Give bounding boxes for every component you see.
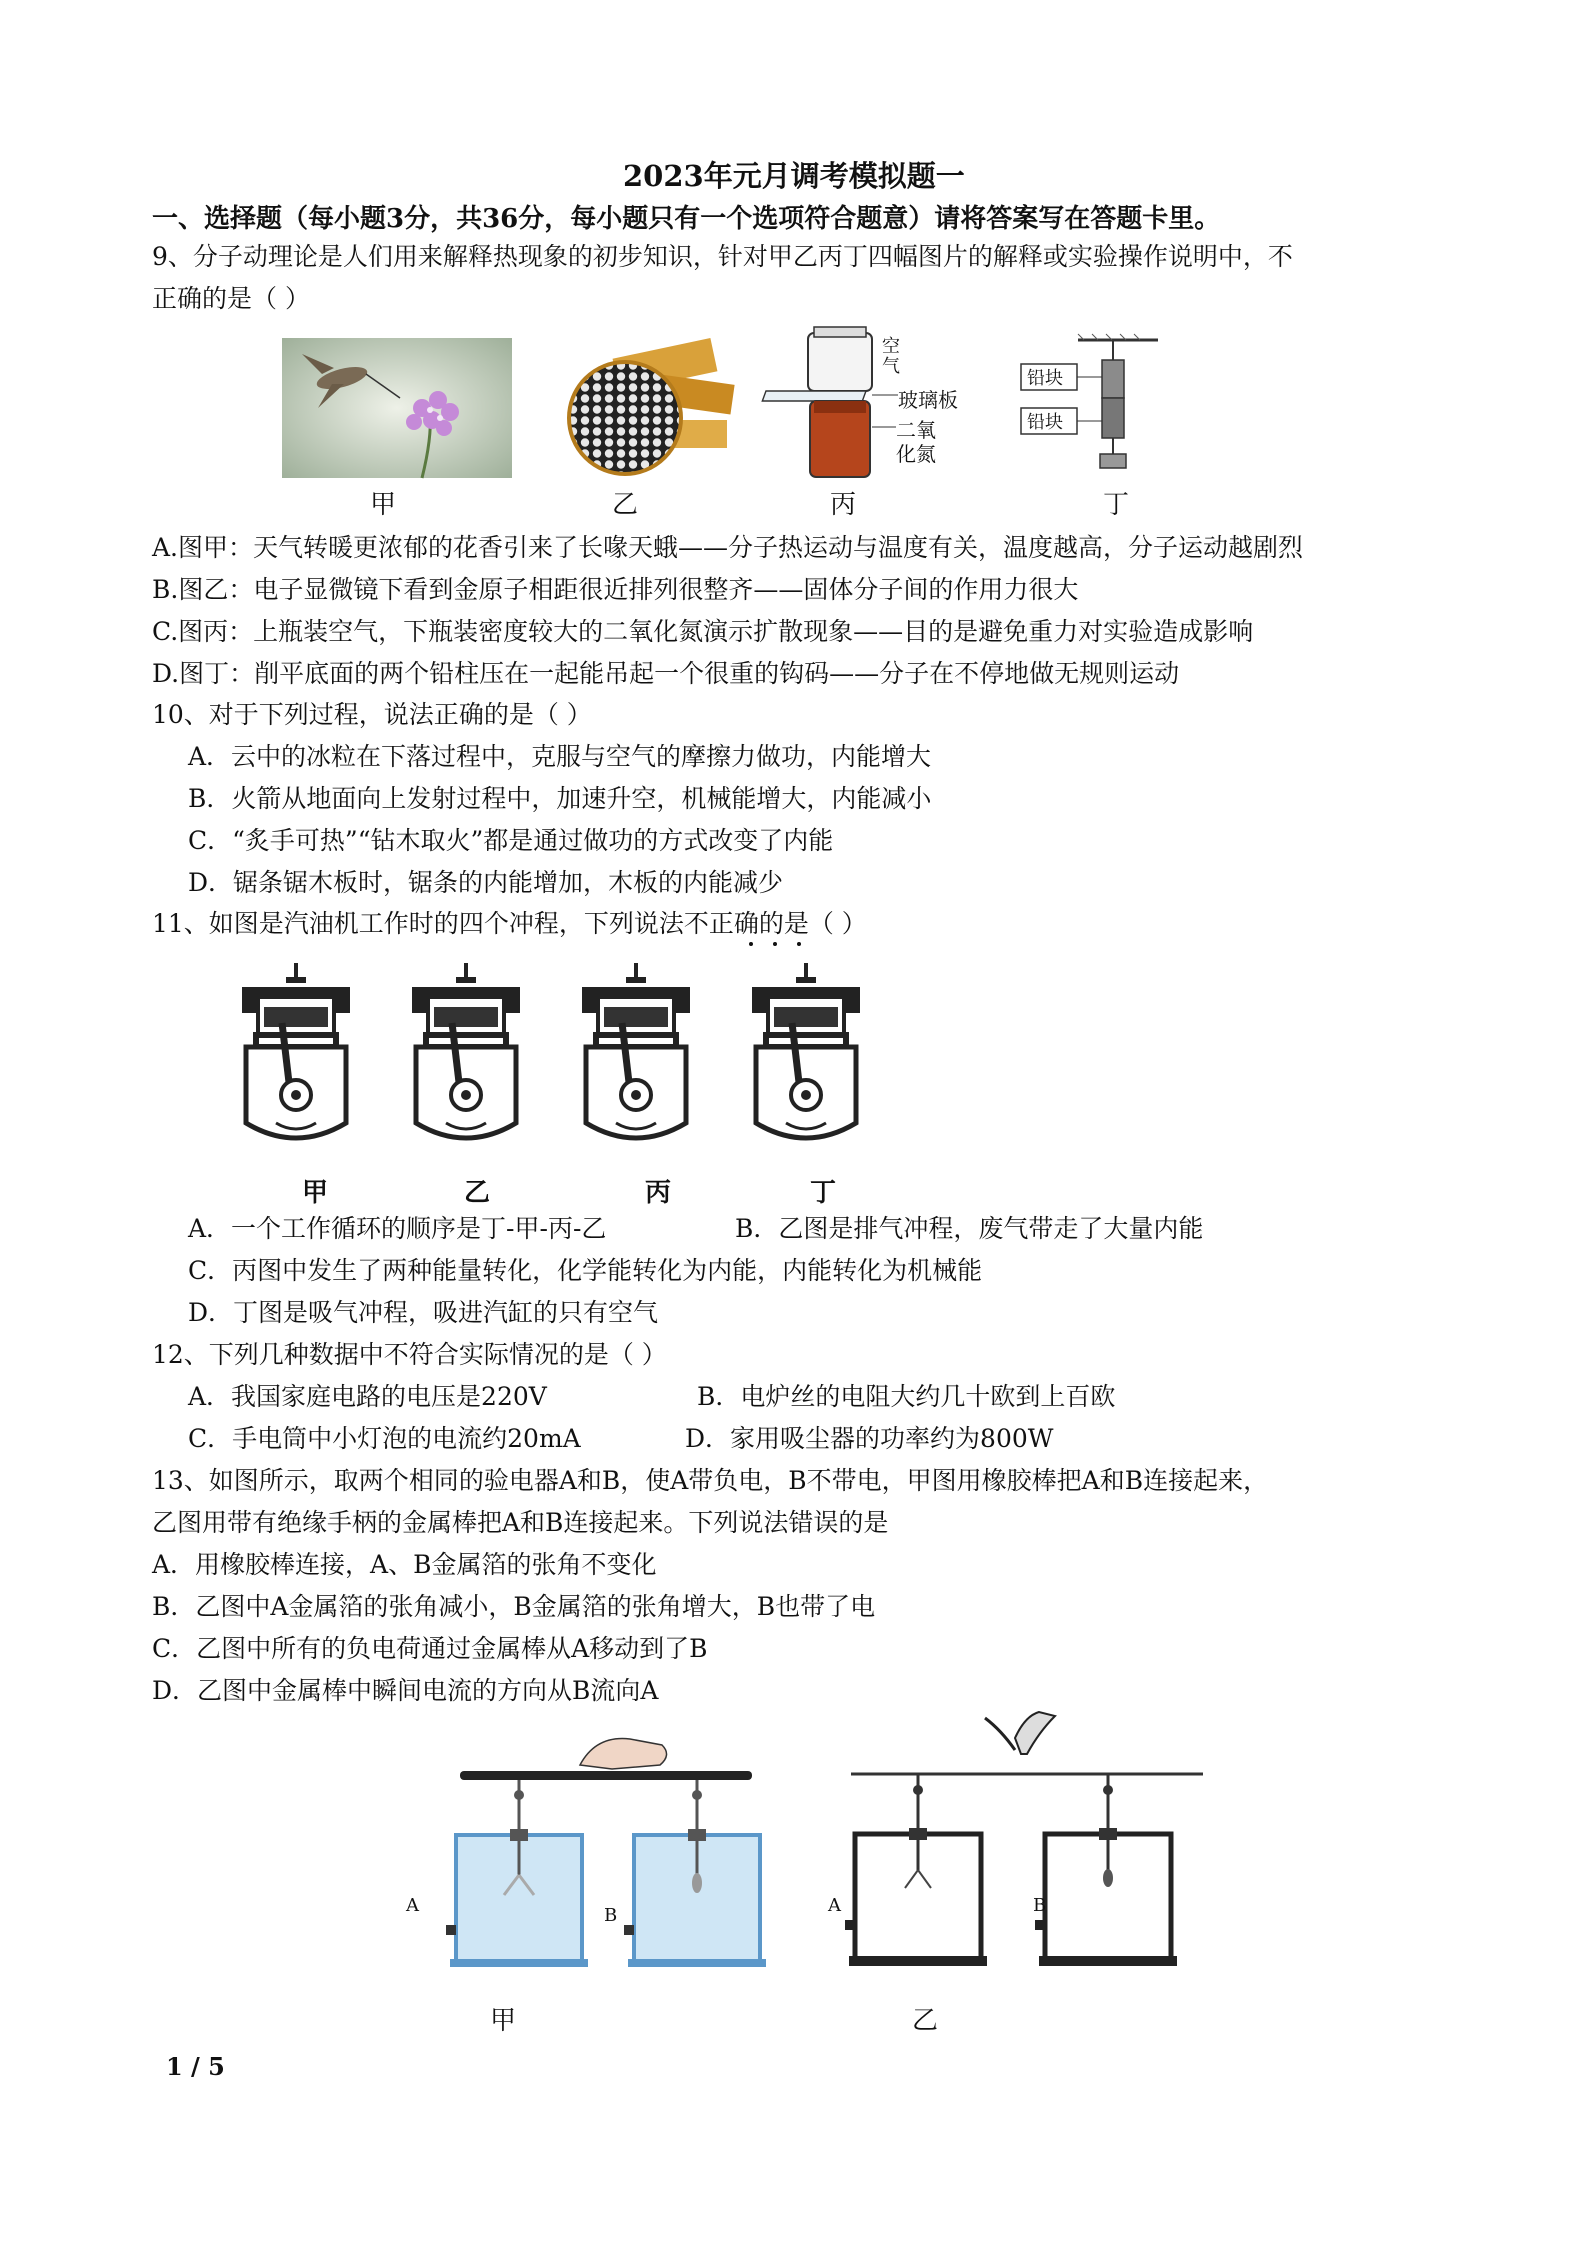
q9-option-c: C.图丙：上瓶装空气，下瓶装密度较大的二氧化氮演示扩散现象——目的是避免重力对实验造成影响	[152, 617, 1254, 646]
q9-figure-gold-atoms	[555, 338, 735, 478]
q9-fig-text-air: 空气	[882, 336, 900, 377]
q13-fig-letter-a2: A	[828, 1895, 841, 1916]
emphasis-dots	[745, 940, 805, 948]
q13-option-d: D．乙图中金属棒中瞬间电流的方向从B流向A	[152, 1676, 659, 1705]
q13-fig-label-jia: 甲	[490, 2006, 517, 2036]
q9-figure-moth-flower	[282, 338, 512, 478]
q12-option-a: A．我国家庭电路的电压是220V	[188, 1382, 547, 1411]
q11-engine-figures	[232, 955, 892, 1170]
q10-option-c: C．“炙手可热”“钻木取火”都是通过做功的方式改变了内能	[188, 826, 834, 855]
q13-figure-jia-electroscopes	[400, 1725, 800, 1975]
q12-stem: 12、下列几种数据中不符合实际情况的是（ ）	[152, 1340, 667, 1369]
q9-fig-label-yi: 乙	[612, 490, 639, 520]
q10-stem: 10、对于下列过程，说法正确的是（ ）	[152, 700, 592, 729]
q13-stem-line2: 乙图用带有绝缘手柄的金属棒把A和B连接起来。下列说法错误的是	[152, 1508, 889, 1537]
q13-option-b: B．乙图中A金属箔的张角减小，B金属箔的张角增大，B也带了电	[152, 1592, 876, 1621]
q13-fig-letter-b2: B	[1033, 1895, 1047, 1916]
q11-option-d: D．丁图是吸气冲程，吸进汽缸的只有空气	[188, 1298, 659, 1327]
q13-fig-label-yi: 乙	[912, 2006, 939, 2036]
q9-stem-line2: 正确的是（ ）	[152, 284, 310, 313]
q12-option-b: B．电炉丝的电阻大约几十欧到上百欧	[697, 1382, 1116, 1411]
page-title: 2023年元月调考模拟题一	[623, 159, 965, 193]
q9-stem-line1: 9、分子动理论是人们用来解释热现象的初步知识，针对甲乙丙丁四幅图片的解释或实验操作说明中，不	[152, 242, 1293, 271]
q9-fig-label-jia: 甲	[370, 490, 397, 520]
q11-stem: 11、如图是汽油机工作时的四个冲程，下列说法不正确的是（ ）	[152, 909, 867, 938]
q10-option-d: D．锯条锯木板时，锯条的内能增加，木板的内能减少	[188, 868, 784, 897]
q13-fig-letter-a1: A	[406, 1895, 419, 1916]
q11-fig-label-ding: 丁	[810, 1178, 837, 1208]
q9-option-a: A.图甲：天气转暖更浓郁的花香引来了长喙天蛾——分子热运动与温度有关，温度越高，分子运动越剧烈	[152, 533, 1304, 562]
q12-option-d: D．家用吸尘器的功率约为800W	[685, 1424, 1054, 1453]
q9-fig-text-glass: 玻璃板	[898, 388, 958, 412]
q11-fig-label-bing: 丙	[645, 1178, 672, 1208]
q13-option-a: A．用橡胶棒连接，A、B金属箔的张角不变化	[152, 1550, 657, 1579]
q13-figure-yi-electroscopes	[825, 1710, 1210, 1975]
q9-fig-label-bing: 丙	[830, 490, 857, 520]
section-heading: 一、选择题（每小题3分，共36分，每小题只有一个选项符合题意）请将答案写在答题卡里。	[152, 204, 1221, 234]
q11-fig-label-yi: 乙	[464, 1178, 491, 1208]
q13-fig-letter-b1: B	[604, 1905, 618, 1926]
q12-option-c: C．手电筒中小灯泡的电流约20mA	[188, 1424, 581, 1453]
q9-option-b: B.图乙：电子显微镜下看到金原子相距很近排列很整齐——固体分子间的作用力很大	[152, 575, 1079, 604]
q11-option-a: A．一个工作循环的顺序是丁-甲-丙-乙	[188, 1214, 607, 1243]
q11-option-c: C．丙图中发生了两种能量转化，化学能转化为内能，内能转化为机械能	[188, 1256, 983, 1285]
q9-option-d: D.图丁：削平底面的两个铅柱压在一起能吊起一个很重的钩码——分子在不停地做无规则运动	[152, 659, 1180, 688]
q11-fig-label-jia: 甲	[302, 1178, 329, 1208]
page-number: 1 / 5	[166, 2052, 225, 2081]
q9-fig-text-lead2: 铅块	[1027, 412, 1063, 433]
q10-option-b: B．火箭从地面向上发射过程中，加速升空，机械能增大，内能减小	[188, 784, 932, 813]
q10-option-a: A．云中的冰粒在下落过程中，克服与空气的摩擦力做功，内能增大	[188, 742, 932, 771]
q9-fig-text-lead1: 铅块	[1027, 368, 1063, 389]
q9-fig-label-ding: 丁	[1103, 490, 1130, 520]
q13-stem-line1: 13、如图所示，取两个相同的验电器A和B，使A带负电，B不带电，甲图用橡胶棒把A和B连接起来，	[152, 1466, 1269, 1495]
q11-option-b: B．乙图是排气冲程，废气带走了大量内能	[735, 1214, 1204, 1243]
q9-fig-text-no2: 二氧化氮	[896, 418, 936, 466]
q13-option-c: C．乙图中所有的负电荷通过金属棒从A移动到了B	[152, 1634, 708, 1663]
